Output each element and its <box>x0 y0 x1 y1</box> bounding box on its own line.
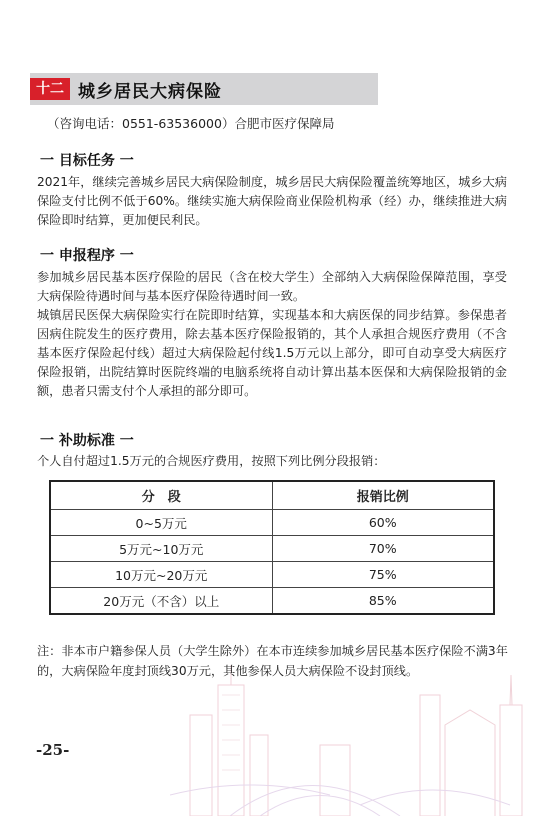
ratio-cell: 85% <box>272 588 494 615</box>
section-number: 十二 <box>30 78 70 100</box>
goal-heading: 一 目标任务 一 <box>40 153 134 169</box>
section-title: 城乡居民大病保险 <box>78 81 222 102</box>
table-row <box>50 588 494 615</box>
procedure-paragraph <box>37 268 507 401</box>
table-header-row <box>50 481 494 510</box>
segment-cell: 10万元~20万元 <box>50 562 272 588</box>
subsidy-intro: 个人自付超过1.5万元的合规医疗费用，按照下列比例分段报销： <box>37 454 386 468</box>
procedure-text-2: 城镇居民医保大病保险实行在院即时结算，实现基本和大病医保的同步结算。参保患者因病住院发生的医疗费用，除去基本医疗保险报销的，其个人承担合规医疗费用（不含基本医疗保险起付线）超过大病保险起付线1.5万元以上部分，即可自动享受大病医疗保险报销，出院结算时医院终端的电脑系统将自动计算出基本医保和大病保险报销的金额，患者只需支付个人承担的部分即可。 <box>37 308 507 398</box>
segment-cell: 0~5万元 <box>50 510 272 536</box>
ratio-cell: 75% <box>272 562 494 588</box>
subsidy-table <box>49 480 495 615</box>
goal-text: 2021年，继续完善城乡居民大病保险制度，城乡居民大病保险覆盖统筹地区，城乡大病保险支付比例不低于60%。继续实施大病保险商业保险机构承（经）办，继续推进大病保险即时结算，更加便民利民。 <box>37 175 507 227</box>
page-number: -25- <box>36 741 70 759</box>
consult-phone: （咨询电话：0551-63536000）合肥市医疗保障局 <box>47 116 335 131</box>
procedure-text-1: 参加城乡居民基本医疗保险的居民（含在校大学生）全部纳入大病保险保障范围，享受大病保险待遇时间与基本医疗保险待遇时间一致。 <box>37 270 507 303</box>
table-row <box>50 510 494 536</box>
goal-paragraph <box>37 173 507 230</box>
ratio-cell: 70% <box>272 536 494 562</box>
col-segment-header: 分 段 <box>50 481 272 510</box>
table-row <box>50 536 494 562</box>
ratio-cell: 60% <box>272 510 494 536</box>
procedure-heading: 一 申报程序 一 <box>40 248 134 264</box>
subsidy-heading: 一 补助标准 一 <box>40 433 134 449</box>
footnote: 注：非本市户籍参保人员（大学生除外）在本市连续参加城乡居民基本医疗保险不满3年的，大病保险年度封顶线30万元，其他参保人员大病保险不设封顶线。 <box>37 644 508 678</box>
col-ratio-header: 报销比例 <box>272 481 494 510</box>
table-row <box>50 562 494 588</box>
section-title-bar <box>30 73 378 105</box>
segment-cell: 20万元（不含）以上 <box>50 588 272 615</box>
segment-cell: 5万元~10万元 <box>50 536 272 562</box>
